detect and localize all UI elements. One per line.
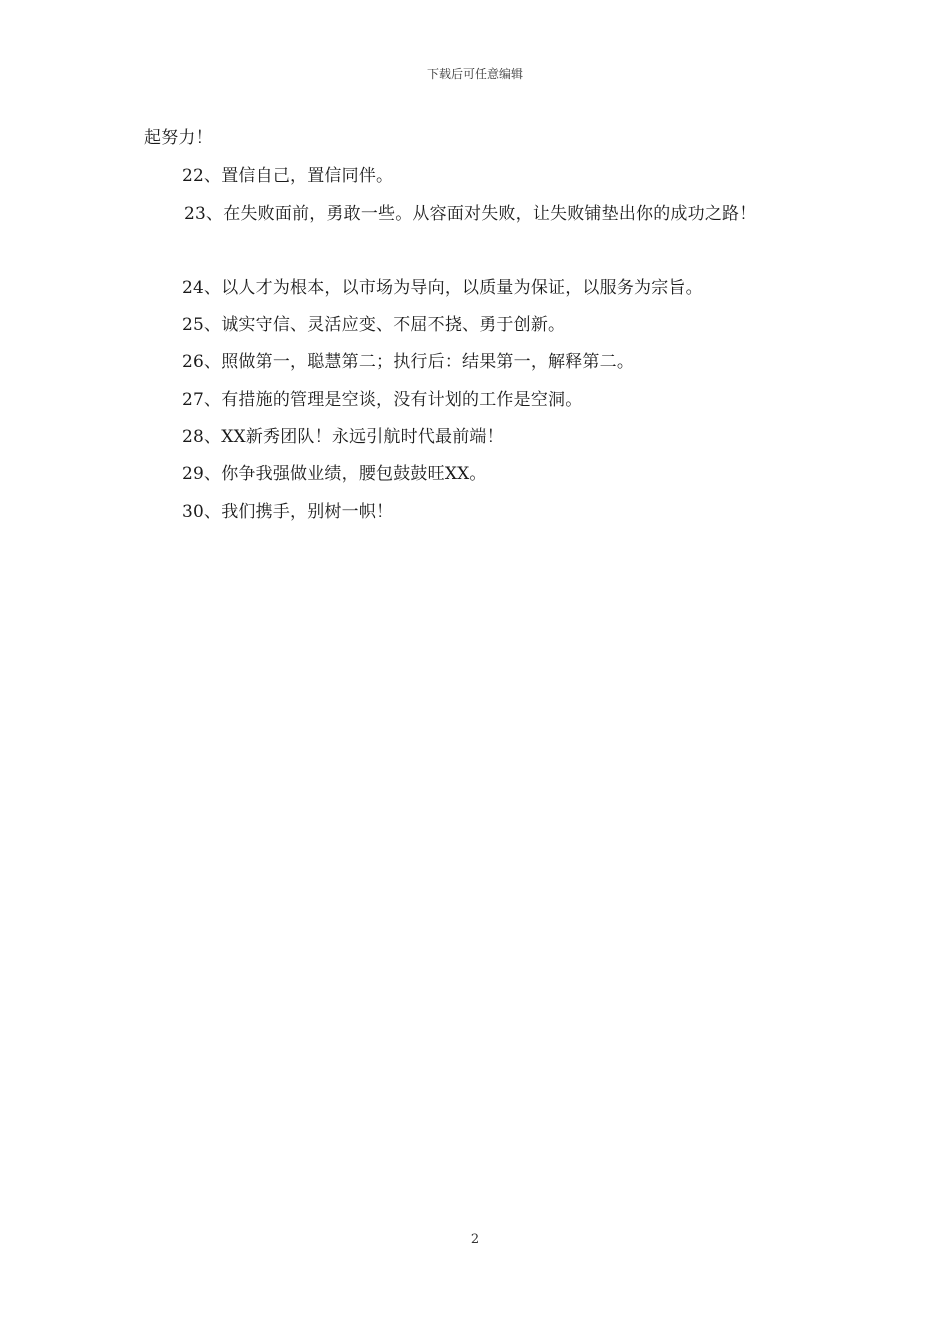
list-item: 25、诚实守信、灵活应变、不屈不挠、勇于创新。 [182,315,566,335]
continuation-text: 起努力！ [144,128,213,148]
list-item: 26、照做第一，聪慧第二；执行后：结果第一，解释第二。 [182,352,635,372]
list-item: 28、XX新秀团队！永远引航时代最前端！ [182,427,504,447]
list-item: 24、以人才为根本，以市场为导向，以质量为保证，以服务为宗旨。 [182,278,703,298]
list-item: 27、有措施的管理是空谈，没有计划的工作是空洞。 [182,390,583,410]
list-item: 23、在失败面前，勇敢一些。从容面对失败，让失败铺垫出你的成功之路！ [184,204,757,224]
list-item: 29、你争我强做业绩，腰包鼓鼓旺XX。 [182,464,487,484]
list-item: 22、置信自己，置信同伴。 [182,166,394,186]
list-item: 30、我们携手，别树一帜！ [182,502,394,522]
page-header: 下载后可任意编辑 [426,67,523,81]
page-number: 2 [470,1232,480,1247]
